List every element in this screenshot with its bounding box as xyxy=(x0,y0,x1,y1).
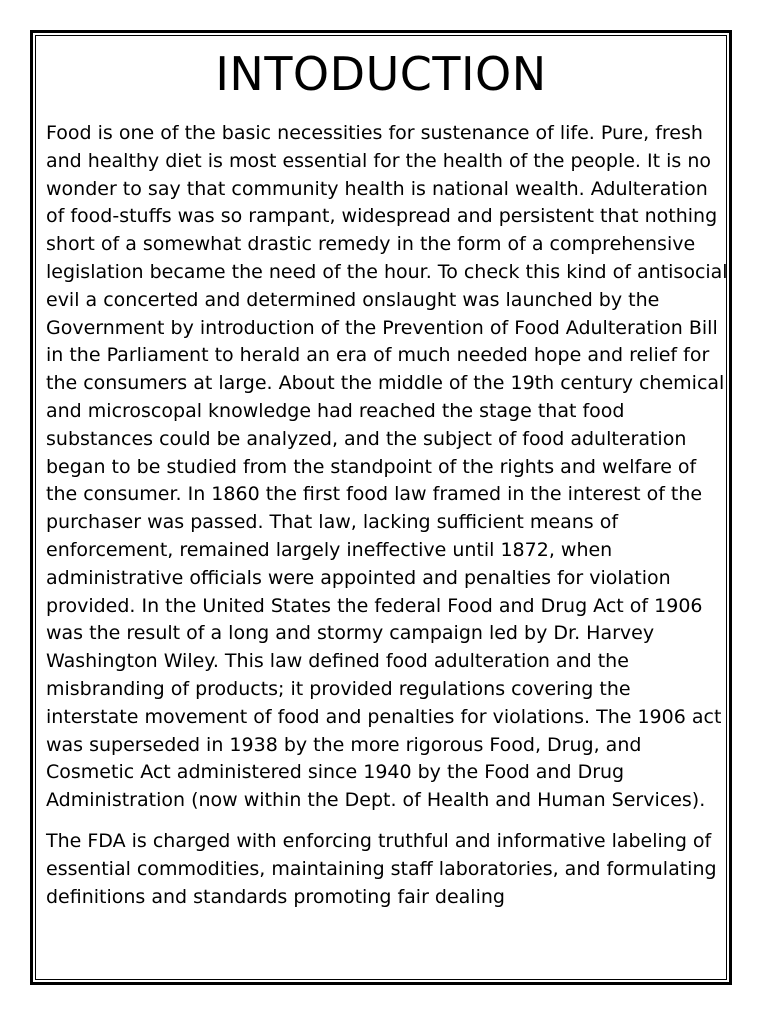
paragraph-1: Food is one of the basic necessities for sustenance of life. Pure, fresh and healthy diet is most essential for the health of the people. It is no wonder to say that community health is national wealth. Adulteration of food-stuffs was so rampant, widespread and persistent that nothing short of a somewhat drastic remedy in the form of a comprehensive legislation became the need of the hour. To check this kind of antisocial evil a concerted and determined onslaught was launched by the Government by introduction of the Prevention of Food Adulteration Bill in the Parliament to herald an era of much needed hope and relief for the consumers at large. About the middle of the 19th century chemical and microscopal knowledge had reached the stage that food substances could be analyzed, and the subject of food adulteration began to be studied from the standpoint of the rights and welfare of the consumer. In 1860 the first food law framed in the interest of the purchaser was passed. That law, lacking sufficient means of enforcement, remained largely ineffective until 1872, when administrative officials were appointed and penalties for violation provided. In the United States the federal Food and Drug Act of 1906 was the result of a long and stormy campaign led by Dr. Harvey Washington Wiley. This law defined food adulteration and the misbranding of products; it provided regulations covering the interstate movement of food and penalties for violations. The 1906 act was superseded in 1938 by the more rigorous Food, Drug, and Cosmetic Act administered since 1940 by the Food and Drug Administration (now within the Dept. of Health and Human Services). xyxy=(46,122,728,812)
body-text xyxy=(46,120,728,924)
page-title: INTODUCTION xyxy=(215,47,547,101)
paragraph-2: The FDA is charged with enforcing truthful and informative labeling of essential commodities, maintaining staff laboratories, and formulating definitions and standards promoting fair dealing xyxy=(46,829,717,908)
